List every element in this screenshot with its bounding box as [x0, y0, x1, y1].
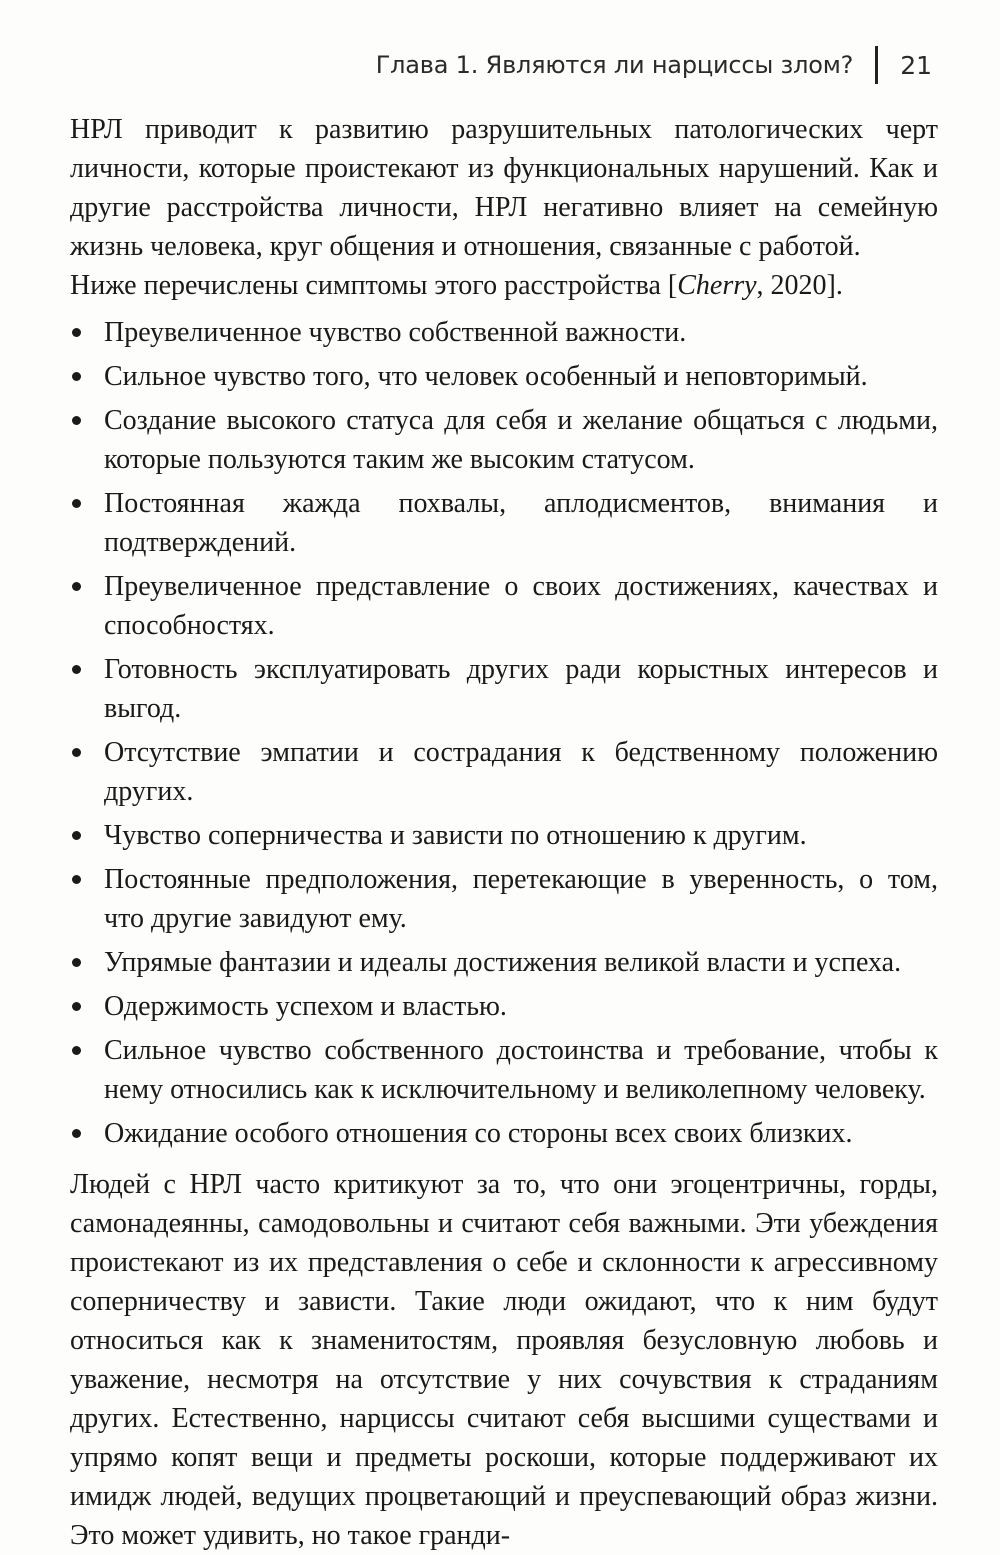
- list-item: [70, 943, 938, 982]
- bullet-icon: [72, 328, 81, 337]
- bullet-icon: [72, 1002, 81, 1011]
- list-item-text: Постоянные предположения, перетекающие в уверенность, о том, что другие завидуют ему.: [104, 864, 938, 934]
- list-item: [70, 987, 938, 1026]
- list-item-text: Сильное чувство собственного достоинства и требование, чтобы к нему относились как к исключительному и великолепному человеку.: [104, 1035, 938, 1105]
- bullet-icon: [72, 1129, 81, 1138]
- list-item-text: Постоянная жажда похвалы, аплодисментов, внимания и подтверждений.: [104, 488, 938, 558]
- list-item-text: Создание высокого статуса для себя и желание общаться с людьми, которые пользуются таким же высоким статусом.: [104, 405, 938, 475]
- list-item: [70, 313, 938, 352]
- bullet-icon: [72, 372, 81, 381]
- body-text: [70, 110, 938, 1555]
- bullet-icon: [72, 582, 81, 591]
- intro-paragraph: НРЛ приводит к развитию разрушительных патологических черт личности, которые проистекают из функциональных нарушений. Как и другие расстройства личности, НРЛ негативно влияет на семейную жизнь человека, круг общения и отношения, связанные с работой.: [70, 114, 938, 262]
- list-item: [70, 1031, 938, 1109]
- list-item: [70, 401, 938, 479]
- list-item-text: Ожидание особого отношения со стороны всех своих близких.: [104, 1118, 853, 1149]
- bullet-icon: [72, 416, 81, 425]
- list-item-text: Сильное чувство того, что человек особенный и неповторимый.: [104, 361, 868, 392]
- list-item: [70, 860, 938, 938]
- list-item: [70, 733, 938, 811]
- lead-text-before: Ниже перечислены симптомы этого расстройства [: [70, 270, 678, 301]
- bullet-icon: [72, 665, 81, 674]
- bullet-icon: [72, 875, 81, 884]
- running-head: [70, 40, 938, 90]
- bullet-icon: [72, 958, 81, 967]
- list-item: [70, 1114, 938, 1153]
- lead-paragraph: [70, 266, 938, 305]
- symptoms-list: [70, 313, 938, 1153]
- bullet-icon: [72, 1046, 81, 1055]
- closing-paragraph: Людей с НРЛ часто критикуют за то, что они эгоцентричны, горды, самонадеянны, самодовольны и считают себя важными. Эти убеждения проистекают из их представления о себе и склонности к агрессивному соперничеству и зависти. Такие люди ожидают, что к ним будут относиться как к знаменитостям, проявляя безусловную любовь и уважение, несмотря на отсутствие у них сочувствия к страданиям других. Естественно, нарциссы считают себя высшими существами и упрямо копят вещи и предметы роскоши, которые поддерживают их имидж людей, ведущих процветающий и преуспевающий образ жизни. Это может удивить, но такое гранди-: [70, 1169, 938, 1551]
- list-item-text: Упрямые фантазии и идеалы достижения великой власти и успеха.: [104, 947, 902, 978]
- bullet-icon: [72, 748, 81, 757]
- list-item-text: Готовность эксплуатировать других ради корыстных интересов и выгод.: [104, 654, 938, 724]
- book-page: [70, 40, 938, 1555]
- chapter-title: Глава 1. Являются ли нарциссы злом?: [375, 51, 854, 79]
- lead-text-after: , 2020].: [756, 270, 843, 301]
- citation-author: Cherry: [677, 270, 757, 301]
- bullet-icon: [72, 499, 81, 508]
- bullet-icon: [72, 831, 81, 840]
- list-item: [70, 484, 938, 562]
- list-item-text: Одержимость успехом и властью.: [104, 991, 507, 1022]
- page-number: 21: [900, 50, 932, 80]
- list-item: [70, 357, 938, 396]
- list-item-text: Преувеличенное представление о своих достижениях, качествах и способностях.: [104, 571, 938, 641]
- list-item-text: Чувство соперничества и зависти по отношению к другим.: [104, 820, 807, 851]
- list-item: [70, 650, 938, 728]
- header-divider: [875, 46, 878, 84]
- list-item: [70, 567, 938, 645]
- list-item-text: Преувеличенное чувство собственной важности.: [104, 317, 687, 348]
- list-item: [70, 816, 938, 855]
- list-item-text: Отсутствие эмпатии и сострадания к бедственному положению других.: [104, 737, 938, 807]
